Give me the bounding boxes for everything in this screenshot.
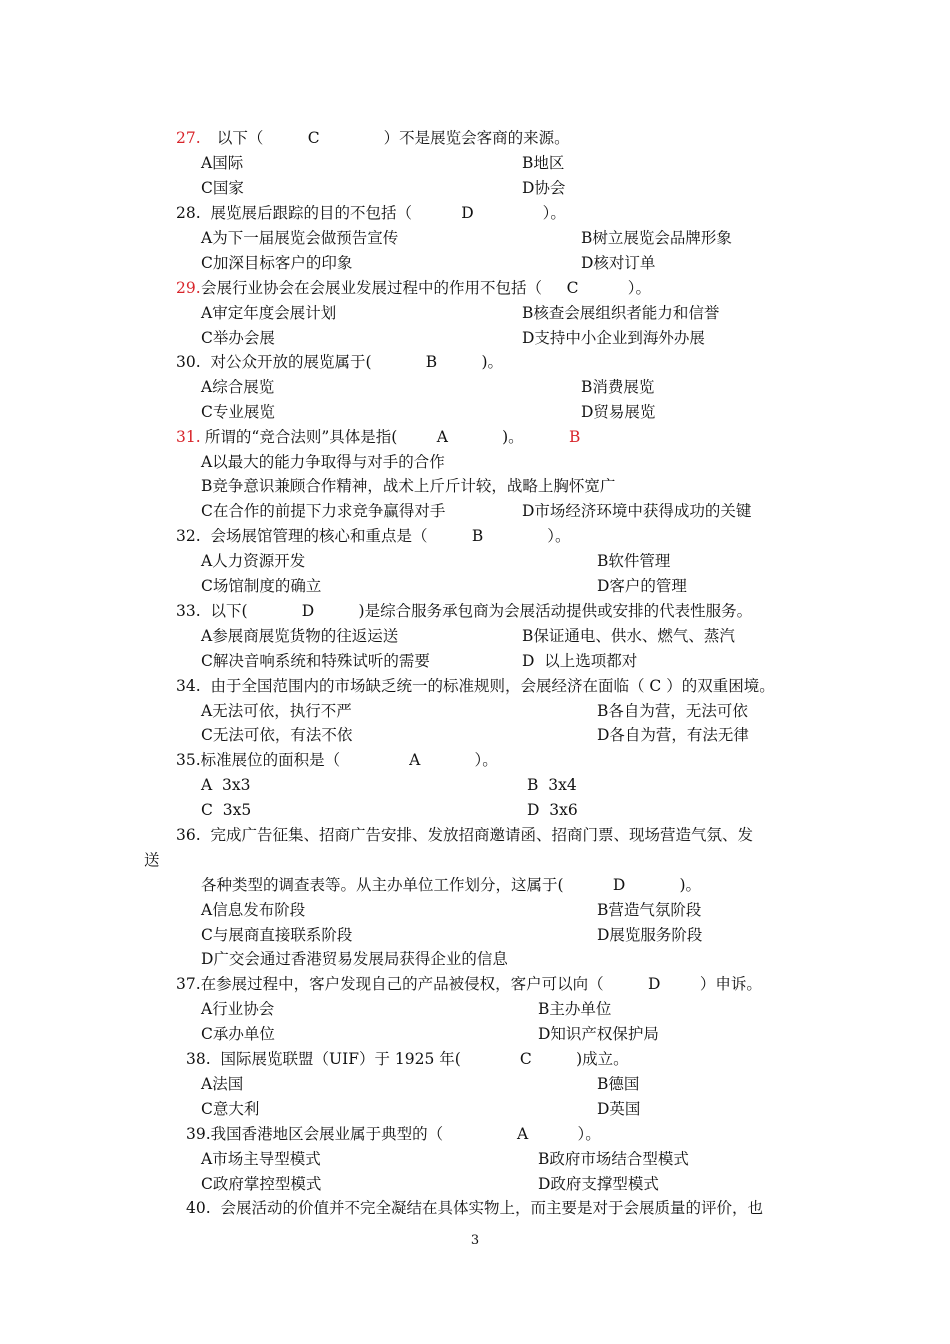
line-text: D英国 <box>597 1100 641 1118</box>
line-text: B 3x4 <box>527 776 577 794</box>
line-text: 35.标准展位的面积是（ A ）。 <box>176 751 498 769</box>
line-text: D知识产权保护局 <box>538 1025 659 1043</box>
line-text: C举办会展 <box>201 329 275 347</box>
line-text: 会展行业协会在会展业发展过程中的作用不包括（ C ）。 <box>201 279 652 297</box>
line-text: D各自为营，有法无律 <box>597 726 749 744</box>
line-text: C与展商直接联系阶段 <box>201 926 353 944</box>
line-text: B各自为营，无法可依 <box>597 702 748 720</box>
line-text: B德国 <box>597 1075 640 1093</box>
question-number-marker: 27. <box>176 129 201 147</box>
line-text: B核查会展组织者能力和信誉 <box>522 304 720 322</box>
line-text: B营造气氛阶段 <box>597 901 702 919</box>
line-text: A参展商展览货物的往返运送 <box>201 627 399 645</box>
line-text: C加深目标客户的印象 <box>201 254 353 272</box>
line-text: C承办单位 <box>201 1025 275 1043</box>
line-text: C解决音响系统和特殊试听的需要 <box>201 652 430 670</box>
line-text: D 以上选项都对 <box>522 652 638 670</box>
question-number-marker: 29. <box>176 279 201 297</box>
line-text: 28. 展览展后跟踪的目的不包括（ D ）。 <box>176 204 566 222</box>
line-text: A人力资源开发 <box>201 552 306 570</box>
line-text: 所谓的“竞合法则”具体是指( A )。 <box>200 428 524 446</box>
line-text: C专业展览 <box>201 403 275 421</box>
line-text: 32. 会场展馆管理的核心和重点是（ B ）。 <box>176 527 571 545</box>
line-text: A 3x3 <box>201 776 251 794</box>
line-text: 30. 对公众开放的展览属于( B )。 <box>176 353 504 371</box>
line-text: C 3x5 <box>201 801 252 819</box>
line-text: B树立展览会品牌形象 <box>581 229 732 247</box>
line-text: 38. 国际展览联盟（UIF）于 1925 年( C )成立。 <box>186 1050 629 1068</box>
line-text: D贸易展览 <box>581 403 656 421</box>
line-text: C政府掌控型模式 <box>201 1175 322 1193</box>
line-text: C意大利 <box>201 1100 260 1118</box>
line-text: 各种类型的调查表等。从主办单位工作划分，这属于( D )。 <box>201 876 701 894</box>
line-text: 40. 会展活动的价值并不完全凝结在具体实物上，而主要是对于会展质量的评价，也 <box>186 1199 764 1217</box>
line-text: 36. 完成广告征集、招商广告安排、发放招商邀请函、招商门票、现场营造气氛、发 <box>176 826 754 844</box>
line-text: A无法可依，执行不严 <box>201 702 352 720</box>
line-text: A信息发布阶段 <box>201 901 306 919</box>
line-text: 34. 由于全国范围内的市场缺乏统一的标准规则，会展经济在面临（ C ）的双重困境。 <box>176 677 775 695</box>
line-text: D协会 <box>522 179 566 197</box>
line-text: D 3x6 <box>527 801 578 819</box>
line-text: A为下一届展览会做预告宣传 <box>201 229 399 247</box>
question-number-marker: 31. <box>176 428 201 446</box>
line-text: B地区 <box>522 154 565 172</box>
line-text: B消费展览 <box>581 378 655 396</box>
line-text: D支持中小企业到海外办展 <box>522 329 705 347</box>
line-text: C无法可依，有法不依 <box>201 726 353 744</box>
line-text: A法国 <box>201 1075 244 1093</box>
line-text: 39.我国香港地区会展业属于典型的（ A ）。 <box>186 1125 601 1143</box>
line-text: B竞争意识兼顾合作精神，战术上斤斤计较，战略上胸怀宽广 <box>201 477 616 495</box>
line-text: A行业协会 <box>201 1000 275 1018</box>
line-text: B政府市场结合型模式 <box>538 1150 689 1168</box>
line-text: D展览服务阶段 <box>597 926 703 944</box>
question-number-marker: B <box>569 428 581 446</box>
line-text: A市场主导型模式 <box>201 1150 321 1168</box>
line-text: D政府支撑型模式 <box>538 1175 659 1193</box>
line-text: B软件管理 <box>597 552 671 570</box>
line-text: A综合展览 <box>201 378 275 396</box>
line-text: D广交会通过香港贸易发展局获得企业的信息 <box>201 950 508 968</box>
line-text: 送 <box>144 851 160 869</box>
line-text: D核对订单 <box>581 254 656 272</box>
line-text: C场馆制度的确立 <box>201 577 322 595</box>
line-text: A国际 <box>201 154 244 172</box>
line-text: 以下（ C ）不是展览会客商的来源。 <box>212 129 570 147</box>
line-text: 33. 以下( D )是综合服务承包商为会展活动提供或安排的代表性服务。 <box>176 602 753 620</box>
line-text: D客户的管理 <box>597 577 687 595</box>
line-text: D市场经济环境中获得成功的关键 <box>522 502 752 520</box>
line-text: B保证通电、供水、燃气、蒸汽 <box>522 627 735 645</box>
line-text: 37.在参展过程中，客户发现自己的产品被侵权，客户可以向（ D ）申诉。 <box>176 975 762 993</box>
line-text: C国家 <box>201 179 244 197</box>
line-text: A以最大的能力争取得与对手的合作 <box>201 453 445 471</box>
line-text: C在合作的前提下力求竞争赢得对手 <box>201 502 446 520</box>
page-number: 3 <box>470 1233 480 1248</box>
line-text: B主办单位 <box>538 1000 612 1018</box>
line-text: A审定年度会展计划 <box>201 304 337 322</box>
